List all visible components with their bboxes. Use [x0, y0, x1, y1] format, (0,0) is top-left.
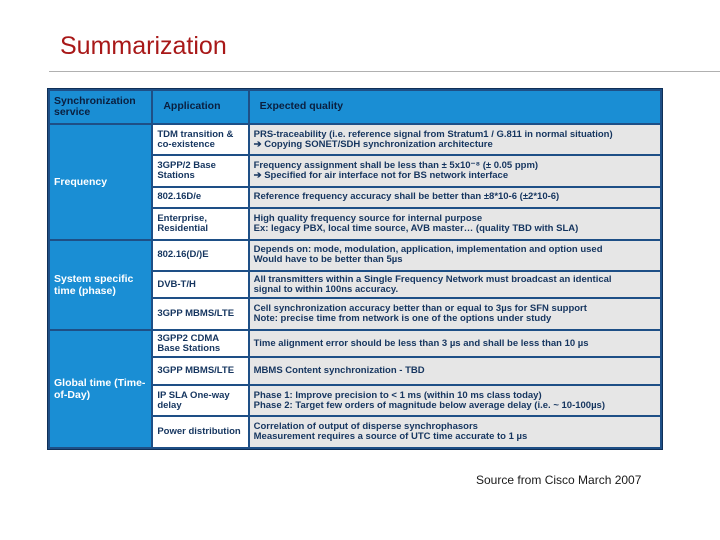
source-note: Source from Cisco March 2007: [476, 473, 642, 487]
header-expected-quality: Expected quality: [250, 91, 660, 123]
application-cell: 802.16D/e: [153, 188, 247, 207]
application-cell: 802.16(D/)E: [153, 241, 247, 271]
application-cell: 3GPP/2 Base Stations: [153, 156, 247, 186]
service-frequency: Frequency: [50, 125, 151, 239]
quality-line: Ex: legacy PBX, local time source, AVB master… (quality TBD with SLA): [253, 222, 579, 234]
quality-line: Frequency assignment shall be less than ± 5x10⁻⁸ (± 0.05 ppm): [253, 160, 539, 172]
quality-cell: [250, 299, 660, 329]
application-cell: IP SLA One-way delay: [153, 386, 247, 416]
application-cell: 3GPP MBMS/LTE: [153, 358, 247, 383]
quality-line: Note: precise time from network is one of the options under study: [253, 313, 552, 325]
summary-table: [48, 89, 662, 449]
table-row: [50, 241, 660, 271]
quality-line: Measurement requires a source of UTC time accurate to 1 µs: [253, 431, 528, 443]
quality-line: Correlation of output of disperse synchrophasors: [253, 421, 478, 433]
quality-line: Phase 1: Improve precision to < 1 ms (within 10 ms class today): [253, 389, 542, 401]
quality-line: PRS-traceability (i.e. reference signal from Stratum1 / G.811 in normal situation): [253, 128, 613, 140]
quality-cell: [250, 241, 660, 271]
service-time-of-day: Global time (Time-of-Day): [50, 331, 151, 447]
title-divider: [49, 71, 720, 72]
quality-line: MBMS Content synchronization - TBD: [253, 365, 425, 377]
quality-cell: [250, 386, 660, 416]
quality-line: All transmitters within a Single Frequency Network must broadcast an identical: [253, 273, 612, 285]
application-cell: 3GPP MBMS/LTE: [153, 299, 247, 329]
summary-table-frame: [47, 88, 663, 450]
quality-line: Cell synchronization accuracy better than or equal to 3µs for SFN support: [253, 303, 587, 315]
table-row: [50, 125, 660, 155]
quality-line: Time alignment error should be less than 3 µs and shall be less than 10 µs: [253, 337, 589, 349]
quality-cell: [250, 156, 660, 186]
service-phase: System specific time (phase): [50, 241, 151, 330]
quality-cell: [250, 125, 660, 155]
quality-line: ➔ Copying SONET/SDH synchronization architecture: [253, 138, 493, 150]
application-cell: 3GPP2 CDMA Base Stations: [153, 331, 247, 356]
quality-line: High quality frequency source for internal purpose: [253, 212, 483, 224]
application-cell: TDM transition & co-existence: [153, 125, 247, 155]
quality-line: ➔ Specified for air interface not for BS network interface: [253, 170, 509, 182]
quality-line: Depends on: mode, modulation, application, implementation and option used: [253, 244, 603, 256]
quality-cell: [250, 272, 660, 297]
quality-line: Phase 2: Target few orders of magnitude below average delay (i.e. ~ 10-100µs): [253, 399, 606, 411]
quality-cell: [250, 331, 660, 356]
application-cell: Power distribution: [153, 417, 247, 447]
quality-line: Reference frequency accuracy shall be better than ±8*10-6 (±2*10-6): [253, 191, 560, 203]
header-application: Application: [153, 91, 247, 123]
table-header-row: [50, 91, 660, 123]
header-service: Synchronization service: [50, 91, 151, 123]
slide-title: Summarization: [60, 32, 227, 60]
table-row: [50, 331, 660, 356]
quality-cell: [250, 417, 660, 447]
application-cell: Enterprise, Residential: [153, 209, 247, 239]
application-cell: DVB-T/H: [153, 272, 247, 297]
quality-line: signal to within 100ns accuracy.: [253, 283, 399, 295]
quality-line: Would have to be better than 5µs: [253, 254, 403, 266]
quality-cell: [250, 358, 660, 383]
quality-cell: [250, 188, 660, 207]
quality-cell: [250, 209, 660, 239]
